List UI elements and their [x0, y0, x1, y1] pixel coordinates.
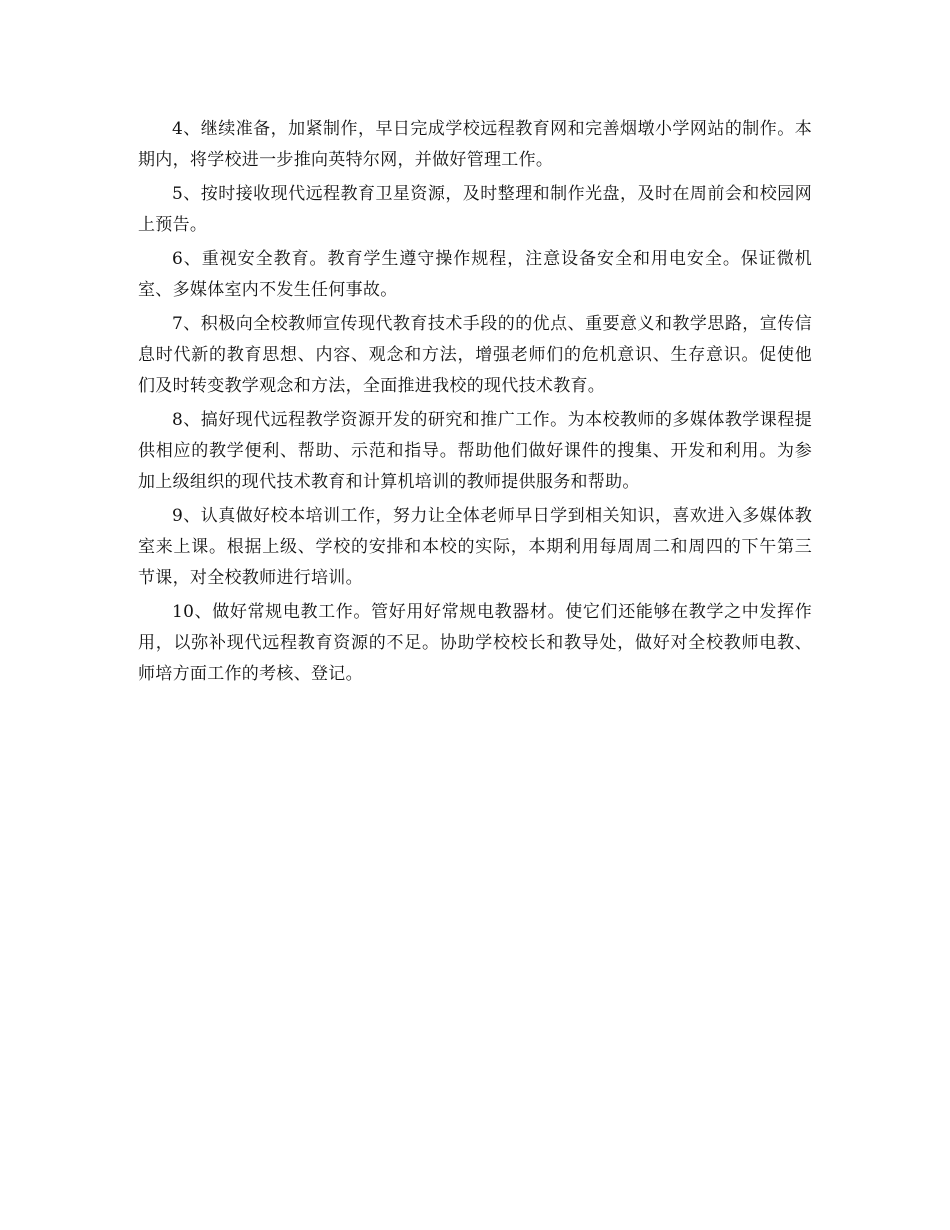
paragraph-item-10: 10、做好常规电教工作。管好用好常规电教器材。使它们还能够在教学之中发挥作用，以弥补现代远程教育资源的不足。协助学校校长和教导处，做好对全校教师电教、师培方面工作的考核、登记。 — [138, 602, 812, 684]
paragraph-item-7: 7、积极向全校教师宣传现代教育技术手段的的优点、重要意义和教学思路，宣传信息时代新的教育思想、内容、观念和方法，增强老师们的危机意识、生存意识。促使他们及时转变教学观念和方法，全面推进我校的现代技术教育。 — [138, 314, 812, 396]
paragraph-item-4: 4、继续准备，加紧制作，早日完成学校远程教育网和完善烟墩小学网站的制作。本期内，将学校进一步推向英特尔网，并做好管理工作。 — [138, 119, 812, 170]
paragraph-item-9: 9、认真做好校本培训工作，努力让全体老师早日学到相关知识，喜欢进入多媒体教室来上课。根据上级、学校的安排和本校的实际，本期利用每周周二和周四的下午第三节课，对全校教师进行培训。 — [138, 506, 812, 588]
paragraph-item-8: 8、搞好现代远程教学资源开发的研究和推广工作。为本校教师的多媒体教学课程提供相应的教学便利、帮助、示范和指导。帮助他们做好课件的搜集、开发和利用。为参加上级组织的现代技术教育和计算机培训的教师提供服务和帮助。 — [138, 410, 812, 492]
paragraph-item-5: 5、按时接收现代远程教育卫星资源，及时整理和制作光盘，及时在周前会和校园网上预告。 — [138, 184, 812, 235]
document-body — [138, 114, 812, 693]
paragraph-item-6: 6、重视安全教育。教育学生遵守操作规程，注意设备安全和用电安全。保证微机室、多媒体室内不发生任何事故。 — [138, 249, 812, 300]
